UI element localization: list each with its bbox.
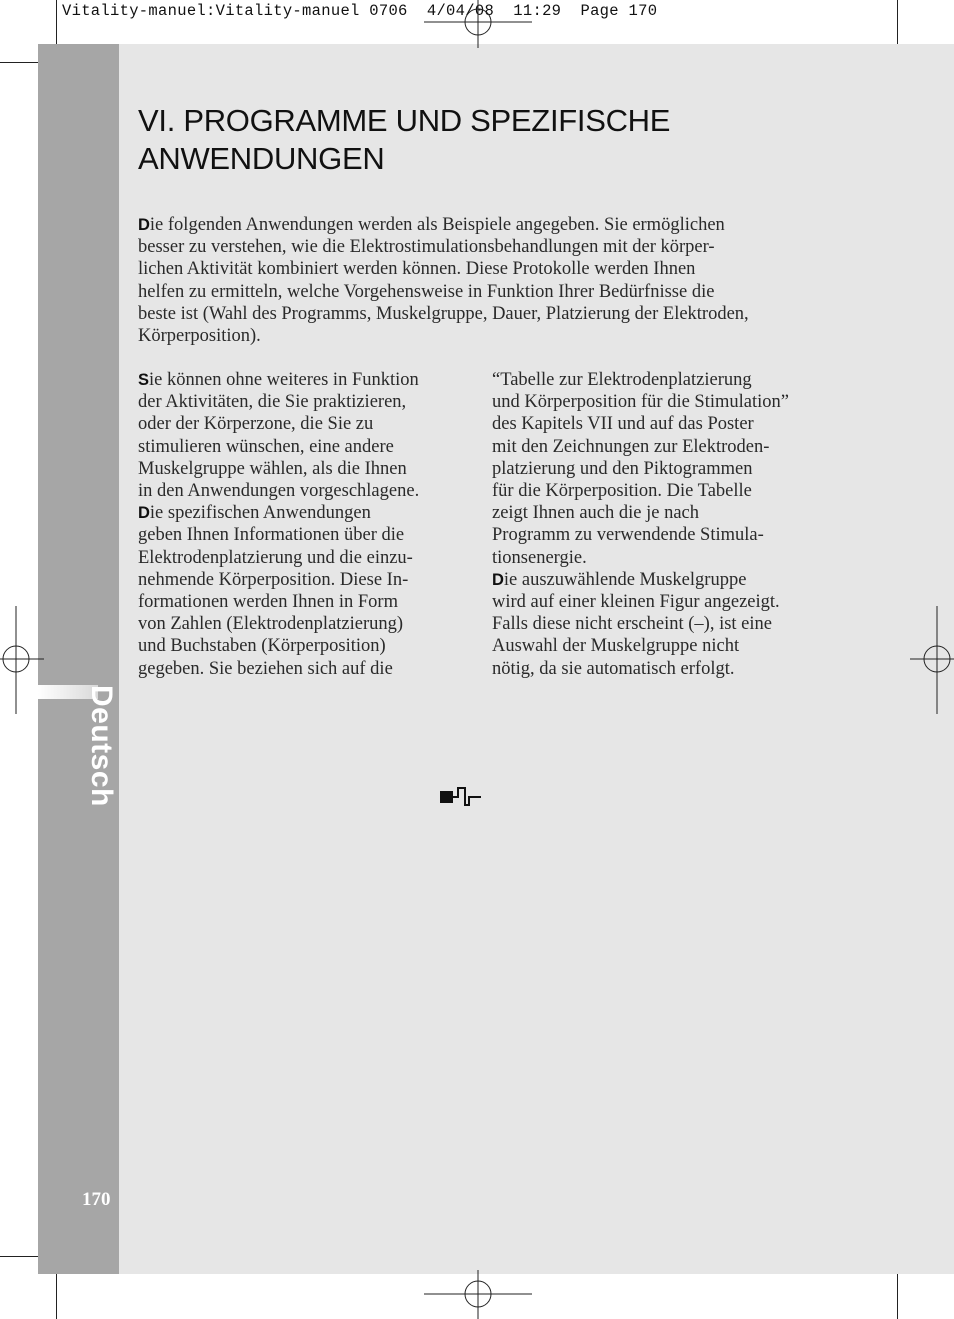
body-column-left: [138, 369, 468, 680]
line-text: tionsenergie.: [492, 547, 587, 568]
text-line: lichen Aktivität kombiniert werden können. Diese Protokolle werden Ihnen: [138, 259, 696, 280]
line-text: Programm zu verwendende Stimula-: [492, 525, 764, 546]
text-line: [492, 613, 822, 635]
line-text: Falls diese nicht erscheint (–), ist eine: [492, 614, 772, 635]
text-line: [138, 635, 468, 657]
heading-line: VI. PROGRAMME UND SPEZIFISCHE: [138, 103, 671, 138]
text-line: helfen zu ermitteln, welche Vorgehensweise in Funktion Ihrer Bedürfnisse die: [138, 281, 715, 302]
line-text: des Kapitels VII und auf das Poster: [492, 414, 754, 435]
text-line: [138, 458, 468, 480]
line-text: platzierung und den Piktogrammen: [492, 458, 753, 479]
text-line: [138, 547, 468, 569]
chapter-heading: [138, 102, 838, 178]
intro-paragraph: [138, 214, 828, 347]
registration-mark-icon: [0, 606, 44, 714]
pulse-logo-icon: [439, 786, 483, 810]
registration-mark-icon: [424, 1270, 532, 1319]
line-text: wird auf einer kleinen Figur angezeigt.: [492, 592, 780, 613]
line-text: nehmende Körperposition. Diese In-: [138, 569, 409, 590]
text-line: [492, 502, 822, 524]
text-line: [138, 391, 468, 413]
line-text: ie können ohne weiteres in Funktion: [149, 370, 419, 390]
line-text: von Zahlen (Elektrodenplatzierung): [138, 614, 404, 635]
line-text: ie spezifischen Anwendungen: [149, 503, 371, 524]
text-line: [138, 369, 468, 391]
body-column-right: [492, 369, 822, 680]
text-line: [138, 436, 468, 458]
text-line: [492, 569, 822, 591]
text-line: besser zu verstehen, wie die Elektrostimulationsbehandlungen mit der körper-: [138, 237, 715, 258]
text-line: [492, 524, 822, 546]
line-text: ie auszuwählende Muskelgruppe: [503, 569, 747, 590]
text-line: [138, 591, 468, 613]
crop-mark: [897, 1270, 898, 1319]
text-line: [492, 369, 822, 391]
language-label: Deutsch: [85, 685, 118, 807]
line-text: ie folgenden Anwendungen werden als Beispiele angegeben. Sie ermöglichen: [149, 215, 725, 235]
text-line: [492, 391, 822, 413]
drop-initial: D: [138, 504, 150, 523]
text-line: [138, 613, 468, 635]
registration-mark-icon: [424, 0, 532, 50]
line-text: geben Ihnen Informationen über die: [138, 525, 405, 546]
line-text: Muskelgruppe wählen, als die Ihnen: [138, 458, 407, 479]
text-line: [138, 524, 468, 546]
page-number: 170: [82, 1189, 111, 1210]
text-line: [492, 458, 822, 480]
line-text: “Tabelle zur Elektrodenplatzierung: [492, 370, 752, 390]
crop-mark: [56, 1272, 57, 1319]
text-line: [492, 480, 822, 502]
line-text: in den Anwendungen vorgeschlagene.: [138, 481, 420, 502]
line-text: Auswahl der Muskelgruppe nicht: [492, 636, 740, 657]
text-line: [492, 635, 822, 657]
text-line: [138, 658, 468, 680]
print-slug: Vitality-manuel:Vitality-manuel 0706 4/04/08 11:29 Page 170: [62, 2, 658, 20]
text-line: [492, 547, 822, 569]
line-text: zeigt Ihnen auch die je nach: [492, 503, 699, 524]
crop-mark: [897, 0, 898, 48]
line-text: gegeben. Sie beziehen sich auf die: [138, 658, 393, 679]
line-text: mit den Zeichnungen zur Elektroden-: [492, 436, 770, 457]
text-line: Körperposition).: [138, 326, 261, 347]
heading-line: ANWENDUNGEN: [138, 141, 385, 176]
text-line: beste ist (Wahl des Programms, Muskelgruppe, Dauer, Platzierung der Elektroden,: [138, 303, 749, 324]
drop-initial: D: [138, 216, 150, 234]
text-line: [492, 591, 822, 613]
sidebar-band: [38, 44, 119, 1274]
line-text: Elektrodenplatzierung und die einzu-: [138, 547, 413, 568]
line-text: und Buchstaben (Körperposition): [138, 636, 386, 657]
line-text: formationen werden Ihnen in Form: [138, 592, 398, 613]
text-line: [492, 413, 822, 435]
drop-initial: D: [492, 570, 504, 589]
drop-initial: S: [138, 371, 150, 389]
line-text: nötig, da sie automatisch erfolgt.: [492, 658, 735, 679]
line-text: oder der Körperzone, die Sie zu: [138, 414, 374, 435]
text-line: [138, 413, 468, 435]
line-text: für die Körperposition. Die Tabelle: [492, 481, 752, 502]
text-line: [138, 480, 468, 502]
text-line: [492, 436, 822, 458]
text-line: [138, 214, 828, 236]
text-line: [492, 658, 822, 680]
line-text: der Aktivitäten, die Sie praktizieren,: [138, 392, 407, 413]
line-text: und Körperposition für die Stimulation”: [492, 392, 789, 413]
crop-mark: [56, 0, 57, 46]
text-line: [138, 569, 468, 591]
text-line: [138, 502, 468, 524]
line-text: stimulieren wünschen, eine andere: [138, 436, 394, 457]
registration-mark-icon: [910, 606, 954, 714]
